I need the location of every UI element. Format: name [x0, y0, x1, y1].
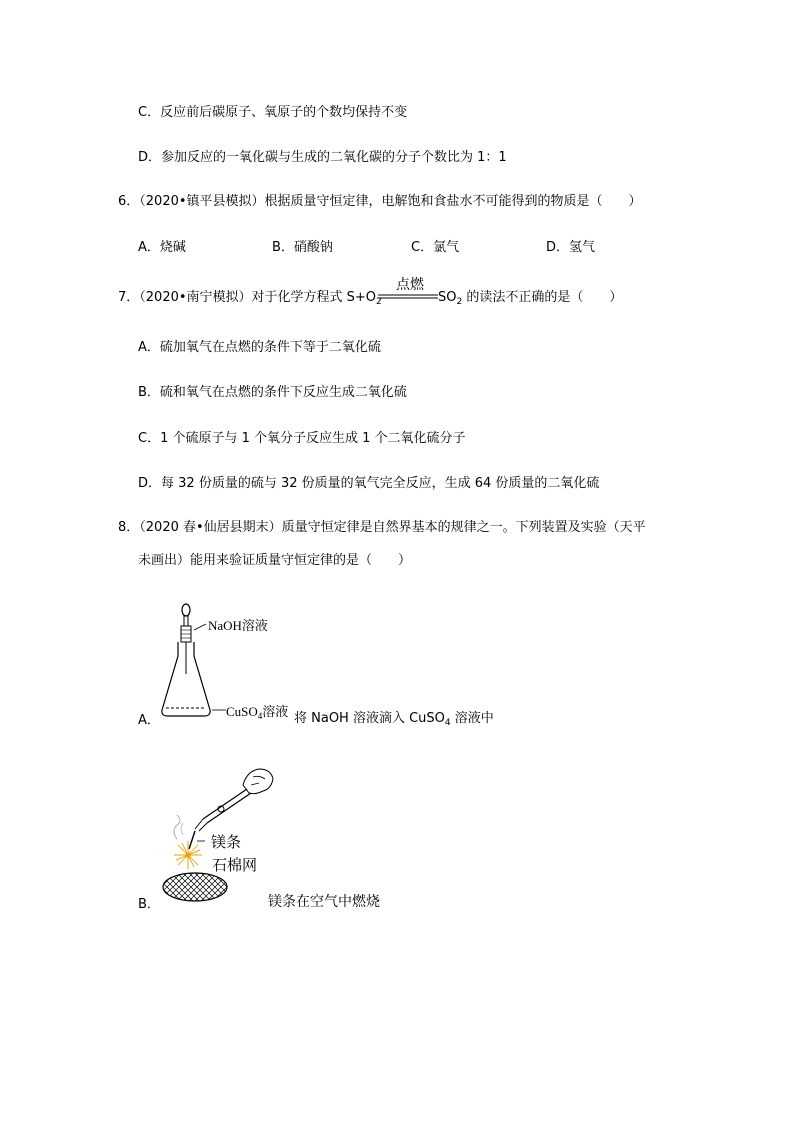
q6-option-d: D．氢气 [546, 240, 596, 255]
q7-stem [118, 289, 382, 311]
magnesium-ribbon-label: 镁条 [211, 833, 242, 851]
q7-option-c: C．1 个硫原子与 1 个氧分子反应生成 1 个二氧化硫分子 [138, 431, 466, 446]
smoke [174, 815, 180, 839]
q7-stem-suffix: 的读法不正确的是（ ） [462, 290, 623, 305]
q7-o2-subscript: 2 [376, 297, 382, 307]
cuso4-label-sub: 4 [257, 711, 263, 721]
q6-option-b: B．硝酸钠 [272, 240, 333, 255]
q7-stem-prefix: 7．（2020•南宁模拟）对于化学方程式 S+O [118, 290, 377, 305]
q7-reaction-condition: 点燃 [396, 277, 424, 293]
dropper-neck [184, 616, 188, 626]
q8-option-a-caption-tail: 溶液中 [450, 711, 494, 726]
q7-product-subscript: 2 [456, 297, 463, 307]
q5-option-c: C．反应前后碳原子、氧原子的个数均保持不变 [138, 105, 408, 120]
q8-option-b-letter: B． [138, 897, 160, 912]
cuso4-label-tail: 溶液 [262, 704, 289, 719]
q7-option-a: A．硫加氧气在点燃的条件下等于二氧化硫 [138, 340, 381, 355]
q8-option-b-caption: 镁条在空气中燃烧 [268, 894, 380, 910]
naoh-label: NaOH溶液 [208, 618, 268, 633]
naoh-leader-line [194, 624, 206, 630]
q7-product [438, 289, 622, 311]
q6-stem: 6．（2020•镇平县模拟）根据质量守恒定律，电解饱和食盐水不可能得到的物质是（ ） [118, 194, 642, 209]
magnesium-ribbon [189, 831, 195, 849]
q8-option-a-letter: A． [138, 713, 160, 728]
q8-stem-line1: 8．（2020 春•仙居县期末）质量守恒定律是自然界基本的规律之一。下列装置及实验（天平 [118, 520, 646, 535]
asbestos-gauze-label: 石棉网 [212, 856, 258, 874]
crucible-tongs [203, 789, 247, 819]
q6-option-c: C．氯气 [411, 240, 460, 255]
cuso4-label [226, 703, 288, 725]
cuso4-label-main: CuSO [226, 704, 258, 719]
q8-option-a-caption-main: 将 NaOH 溶液滴入 CuSO [294, 711, 445, 726]
q7-product-formula: SO [438, 290, 457, 305]
q7-option-b: B．硫和氧气在点燃的条件下反应生成二氧化硫 [138, 385, 407, 400]
q7-option-d: D．每 32 份质量的硫与 32 份质量的氧气完全反应，生成 64 份质量的二氧化硫 [138, 476, 600, 491]
q7-reaction-arrow [378, 293, 440, 301]
q6-option-a: A．烧碱 [138, 240, 186, 255]
q5-option-d: D．参加反应的一氧化碳与生成的二氧化碳的分子个数比为 1：1 [138, 150, 507, 165]
q8-option-a-caption [294, 710, 494, 732]
flame-burst [174, 841, 202, 869]
hand-holder [243, 769, 273, 794]
dropper-bulb [182, 604, 190, 616]
asbestos-gauze [163, 873, 227, 901]
q6-options [138, 239, 698, 257]
q8-option-a-caption-sub: 4 [444, 718, 451, 728]
q8-stem-line2: 未画出）能用来验证质量守恒定律的是（ ） [138, 553, 412, 568]
